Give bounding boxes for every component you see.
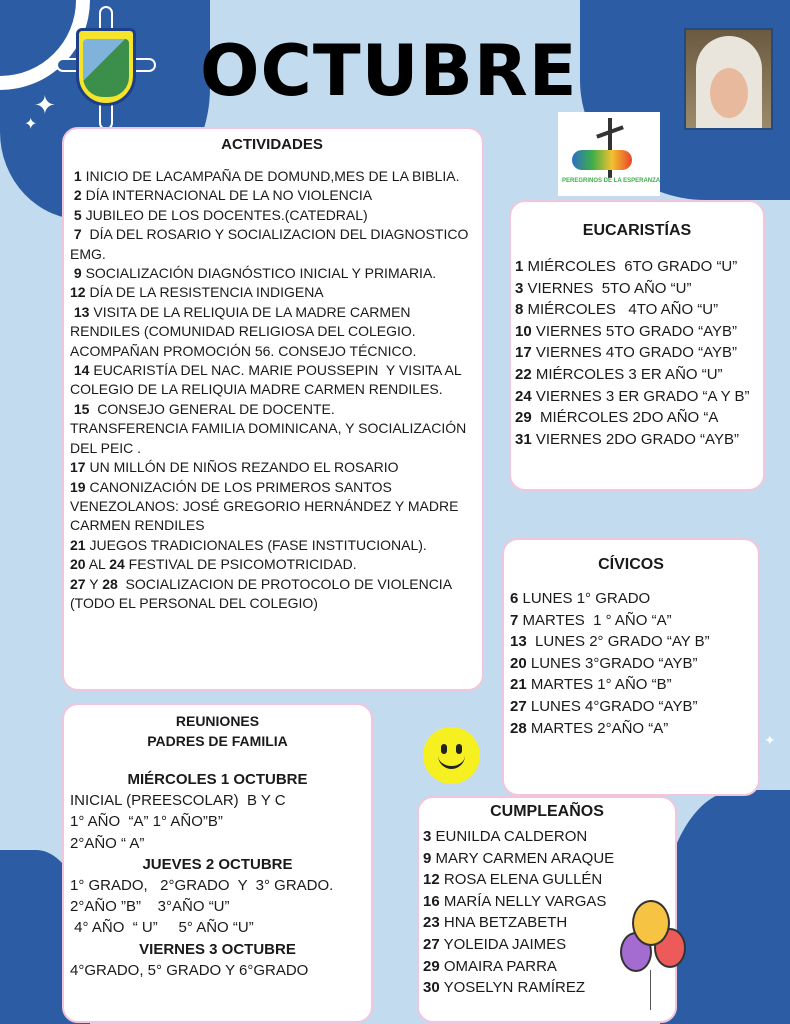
day-number: 27 [423, 935, 440, 953]
day-number: 3 [423, 828, 432, 845]
meeting-day-title: VIERNES 3 OCTUBRE [139, 940, 296, 958]
activity-item [70, 186, 474, 205]
item-text: MIÉRCOLES 3 ER AÑO “U” [531, 365, 723, 383]
range-connector: Y [85, 575, 103, 592]
activities-heading: ACTIVIDADES [221, 136, 323, 153]
day-number: 13 [70, 303, 90, 320]
eucharist-item [515, 407, 759, 429]
item-text: MARTES 1° AÑO “B” [526, 676, 672, 694]
activity-item [70, 536, 474, 555]
activities-card [62, 127, 484, 691]
item-text: YOLEIDA JAIMES [439, 935, 567, 953]
item-text: FESTIVAL DE PSICOMOTRICIDAD. [124, 556, 357, 573]
birthday-item [423, 848, 671, 870]
portrait-image [684, 28, 773, 130]
birthday-item [423, 869, 671, 891]
item-text: VIERNES 3 ER GRADO “A Y B” [531, 387, 750, 405]
civic-item [510, 588, 752, 610]
civic-item [510, 631, 752, 653]
meetings-card [62, 703, 373, 1023]
meetings-heading: REUNIONES [175, 713, 260, 729]
day-number: 13 [510, 633, 527, 651]
eucharists-card [509, 200, 765, 491]
meeting-group: 4°GRADO, 5° GRADO Y 6°GRADO [70, 961, 309, 979]
eucharist-item [515, 321, 759, 343]
day-number: 9 [70, 265, 82, 282]
meeting-group: 1° GRADO, 2°GRADO Y 3° GRADO. [70, 877, 334, 895]
civic-item [510, 696, 752, 718]
item-text: VISITA DE LA RELIQUIA DE LA MADRE CARMEN RENDILES (COMUNIDAD RELIGIOSA DEL COLEGIO. ACOMPAÑAN PROMOCIÓN 56. CONSEJO TÉCNICO. [70, 303, 419, 359]
eucharist-item [515, 278, 759, 300]
page-title: OCTUBRE [200, 30, 578, 112]
birthdays-heading: CUMPLEAÑOS [490, 803, 604, 820]
item-text: MIÉRCOLES 4TO AÑO “U” [523, 301, 719, 319]
day-number: 21 [510, 676, 527, 694]
day-number: 2 [70, 187, 82, 204]
item-text: SOCIALIZACION DE PROTOCOLO DE VIOLENCIA (TODO EL PERSONAL DEL COLEGIO) [70, 575, 456, 611]
day-number: 16 [423, 892, 440, 910]
item-text: HNA BETZABETH [439, 914, 568, 932]
day-number: 12 [423, 871, 440, 889]
meetings-subheading: PADRES DE FAMILIA [147, 733, 288, 749]
eucharists-heading: EUCARISTÍAS [582, 222, 692, 239]
item-text: LUNES 4°GRADO “AYB” [526, 697, 698, 715]
day-number: 30 [423, 979, 440, 997]
activity-item [70, 167, 474, 186]
item-text: MIÉRCOLES 2DO AÑO “A [531, 409, 719, 427]
day-number: 28 [510, 719, 527, 737]
sparkle-icon: ✦ [764, 732, 776, 748]
day-number: 15 [70, 400, 90, 417]
item-text: VIERNES 4TO GRADO “AYB” [531, 344, 738, 362]
item-text: LUNES 2° GRADO “AY B” [526, 633, 710, 651]
item-text: INICIO DE LACAMPAÑA DE DOMUND,MES DE LA BIBLIA. [81, 168, 460, 184]
item-text: EUNILDA CALDERON [431, 828, 588, 845]
school-logo [56, 6, 156, 130]
meeting-group: 4° AÑO “ U” 5° AÑO “U” [70, 919, 254, 937]
day-number: 7 [510, 611, 519, 629]
item-text: VIERNES 5TO GRADO “AYB” [531, 322, 738, 340]
range-connector: AL [85, 556, 110, 573]
day-number: 6 [510, 590, 519, 607]
activity-item [70, 400, 474, 458]
civic-item [510, 610, 752, 632]
day-number: 19 [70, 478, 86, 495]
item-text: VIERNES 5TO AÑO “U” [523, 279, 692, 297]
activity-item [70, 478, 474, 536]
item-text: MARY CARMEN ARAQUE [431, 849, 615, 867]
eucharist-item [515, 256, 759, 278]
item-text: LUNES 3°GRADO “AYB” [526, 654, 698, 672]
activity-item [70, 555, 474, 574]
day-number: 8 [515, 301, 524, 319]
item-text: MIÉRCOLES 6TO GRADO “U” [523, 258, 738, 275]
item-text: CONSEJO GENERAL DE DOCENTE. TRANSFERENCIA FAMILIA DOMINICANA, Y SOCIALIZACIÓN DEL PEIC . [70, 400, 467, 456]
day-number: 7 [70, 226, 82, 243]
civic-item [510, 653, 752, 675]
civics-card [502, 538, 760, 796]
jubilee-logo: PEREGRINOS DE LA ESPERANZA [558, 112, 660, 196]
day-number: 1 [70, 168, 82, 184]
item-text: MARÍA NELLY VARGAS [439, 892, 607, 910]
item-text: OMAIRA PARRA [439, 957, 557, 975]
day-number: 10 [515, 322, 532, 340]
day-number: 21 [70, 536, 86, 553]
civic-item [510, 674, 752, 696]
item-text: ROSA ELENA GULLÉN [439, 871, 603, 889]
meeting-group: 1° AÑO “A” 1° AÑO”B” [70, 813, 223, 831]
day-number: 20 [510, 654, 527, 672]
day-number-end: 28 [102, 575, 118, 592]
item-text: UN MILLÓN DE NIÑOS REZANDO EL ROSARIO [85, 459, 399, 476]
day-number: 1 [515, 258, 524, 275]
item-text: SOCIALIZACIÓN DIAGNÓSTICO INICIAL Y PRIMARIA. [81, 265, 437, 282]
activity-item [70, 206, 474, 225]
item-text: CANONIZACIÓN DE LOS PRIMEROS SANTOS VENEZOLANOS: JOSÉ GREGORIO HERNÁNDEZ Y MADRE CARMEN RENDILES [70, 478, 463, 534]
day-number: 5 [70, 206, 82, 223]
day-number: 17 [515, 344, 532, 362]
item-text: JUBILEO DE LOS DOCENTES.(CATEDRAL) [81, 206, 368, 223]
activity-item [70, 575, 474, 614]
day-number: 27 [70, 575, 86, 592]
day-number: 14 [70, 362, 90, 379]
day-number: 31 [515, 430, 532, 448]
day-number: 17 [70, 459, 86, 476]
activity-item [70, 361, 474, 400]
meeting-day-title: MIÉRCOLES 1 OCTUBRE [127, 771, 308, 788]
activity-item [70, 225, 474, 264]
item-text: JUEGOS TRADICIONALES (FASE INSTITUCIONAL). [85, 536, 427, 553]
day-number: 22 [515, 365, 532, 383]
day-number: 20 [70, 556, 86, 573]
smiley-icon [423, 727, 480, 784]
day-number: 24 [515, 387, 532, 405]
item-text: VIERNES 2DO GRADO “AYB” [531, 430, 739, 448]
activity-item [70, 283, 474, 302]
meeting-group: 2°AÑO “ A” [70, 834, 145, 852]
day-number: 23 [423, 914, 440, 932]
eucharist-item [515, 386, 759, 408]
activity-item [70, 458, 474, 477]
civic-item [510, 718, 752, 740]
item-text: DÍA DE LA RESISTENCIA INDIGENA [85, 284, 324, 301]
sparkle-icon: ✦ [24, 116, 38, 133]
item-text: LUNES 1° GRADO [518, 590, 651, 607]
eucharist-item [515, 364, 759, 386]
day-number: 29 [515, 409, 532, 427]
item-text: MARTES 1 ° AÑO “A” [518, 611, 672, 629]
meeting-day-title: JUEVES 2 OCTUBRE [142, 855, 293, 873]
item-text: DÍA INTERNACIONAL DE LA NO VIOLENCIA [81, 187, 373, 204]
civics-heading: CÍVICOS [598, 556, 664, 573]
eucharist-item [515, 429, 759, 451]
day-number-end: 24 [109, 556, 125, 573]
eucharist-item [515, 299, 759, 321]
balloons-icon [620, 900, 690, 1010]
day-number: 12 [70, 284, 86, 301]
meeting-group: 2°AÑO ”B” 3°AÑO “U” [70, 898, 230, 916]
eucharist-item [515, 342, 759, 364]
activity-item [70, 264, 474, 283]
day-number: 3 [515, 279, 524, 297]
item-text: EUCARISTÍA DEL NAC. MARIE POUSSEPIN Y VISITA AL COLEGIO DE LA RELIQUIA MADRE CARMEN RENDILES. [70, 362, 465, 398]
day-number: 27 [510, 697, 527, 715]
day-number: 29 [423, 957, 440, 975]
sparkle-icon: ✦ [34, 90, 56, 120]
day-number: 9 [423, 849, 432, 867]
item-text: MARTES 2°AÑO “A” [526, 719, 669, 737]
birthday-item [423, 826, 671, 848]
item-text: DÍA DEL ROSARIO Y SOCIALIZACION DEL DIAGNOSTICO EMG. [70, 226, 473, 262]
activity-item [70, 303, 474, 361]
meeting-group: INICIAL (PREESCOLAR) B Y C [70, 792, 286, 810]
item-text: YOSELYN RAMÍREZ [439, 979, 585, 997]
